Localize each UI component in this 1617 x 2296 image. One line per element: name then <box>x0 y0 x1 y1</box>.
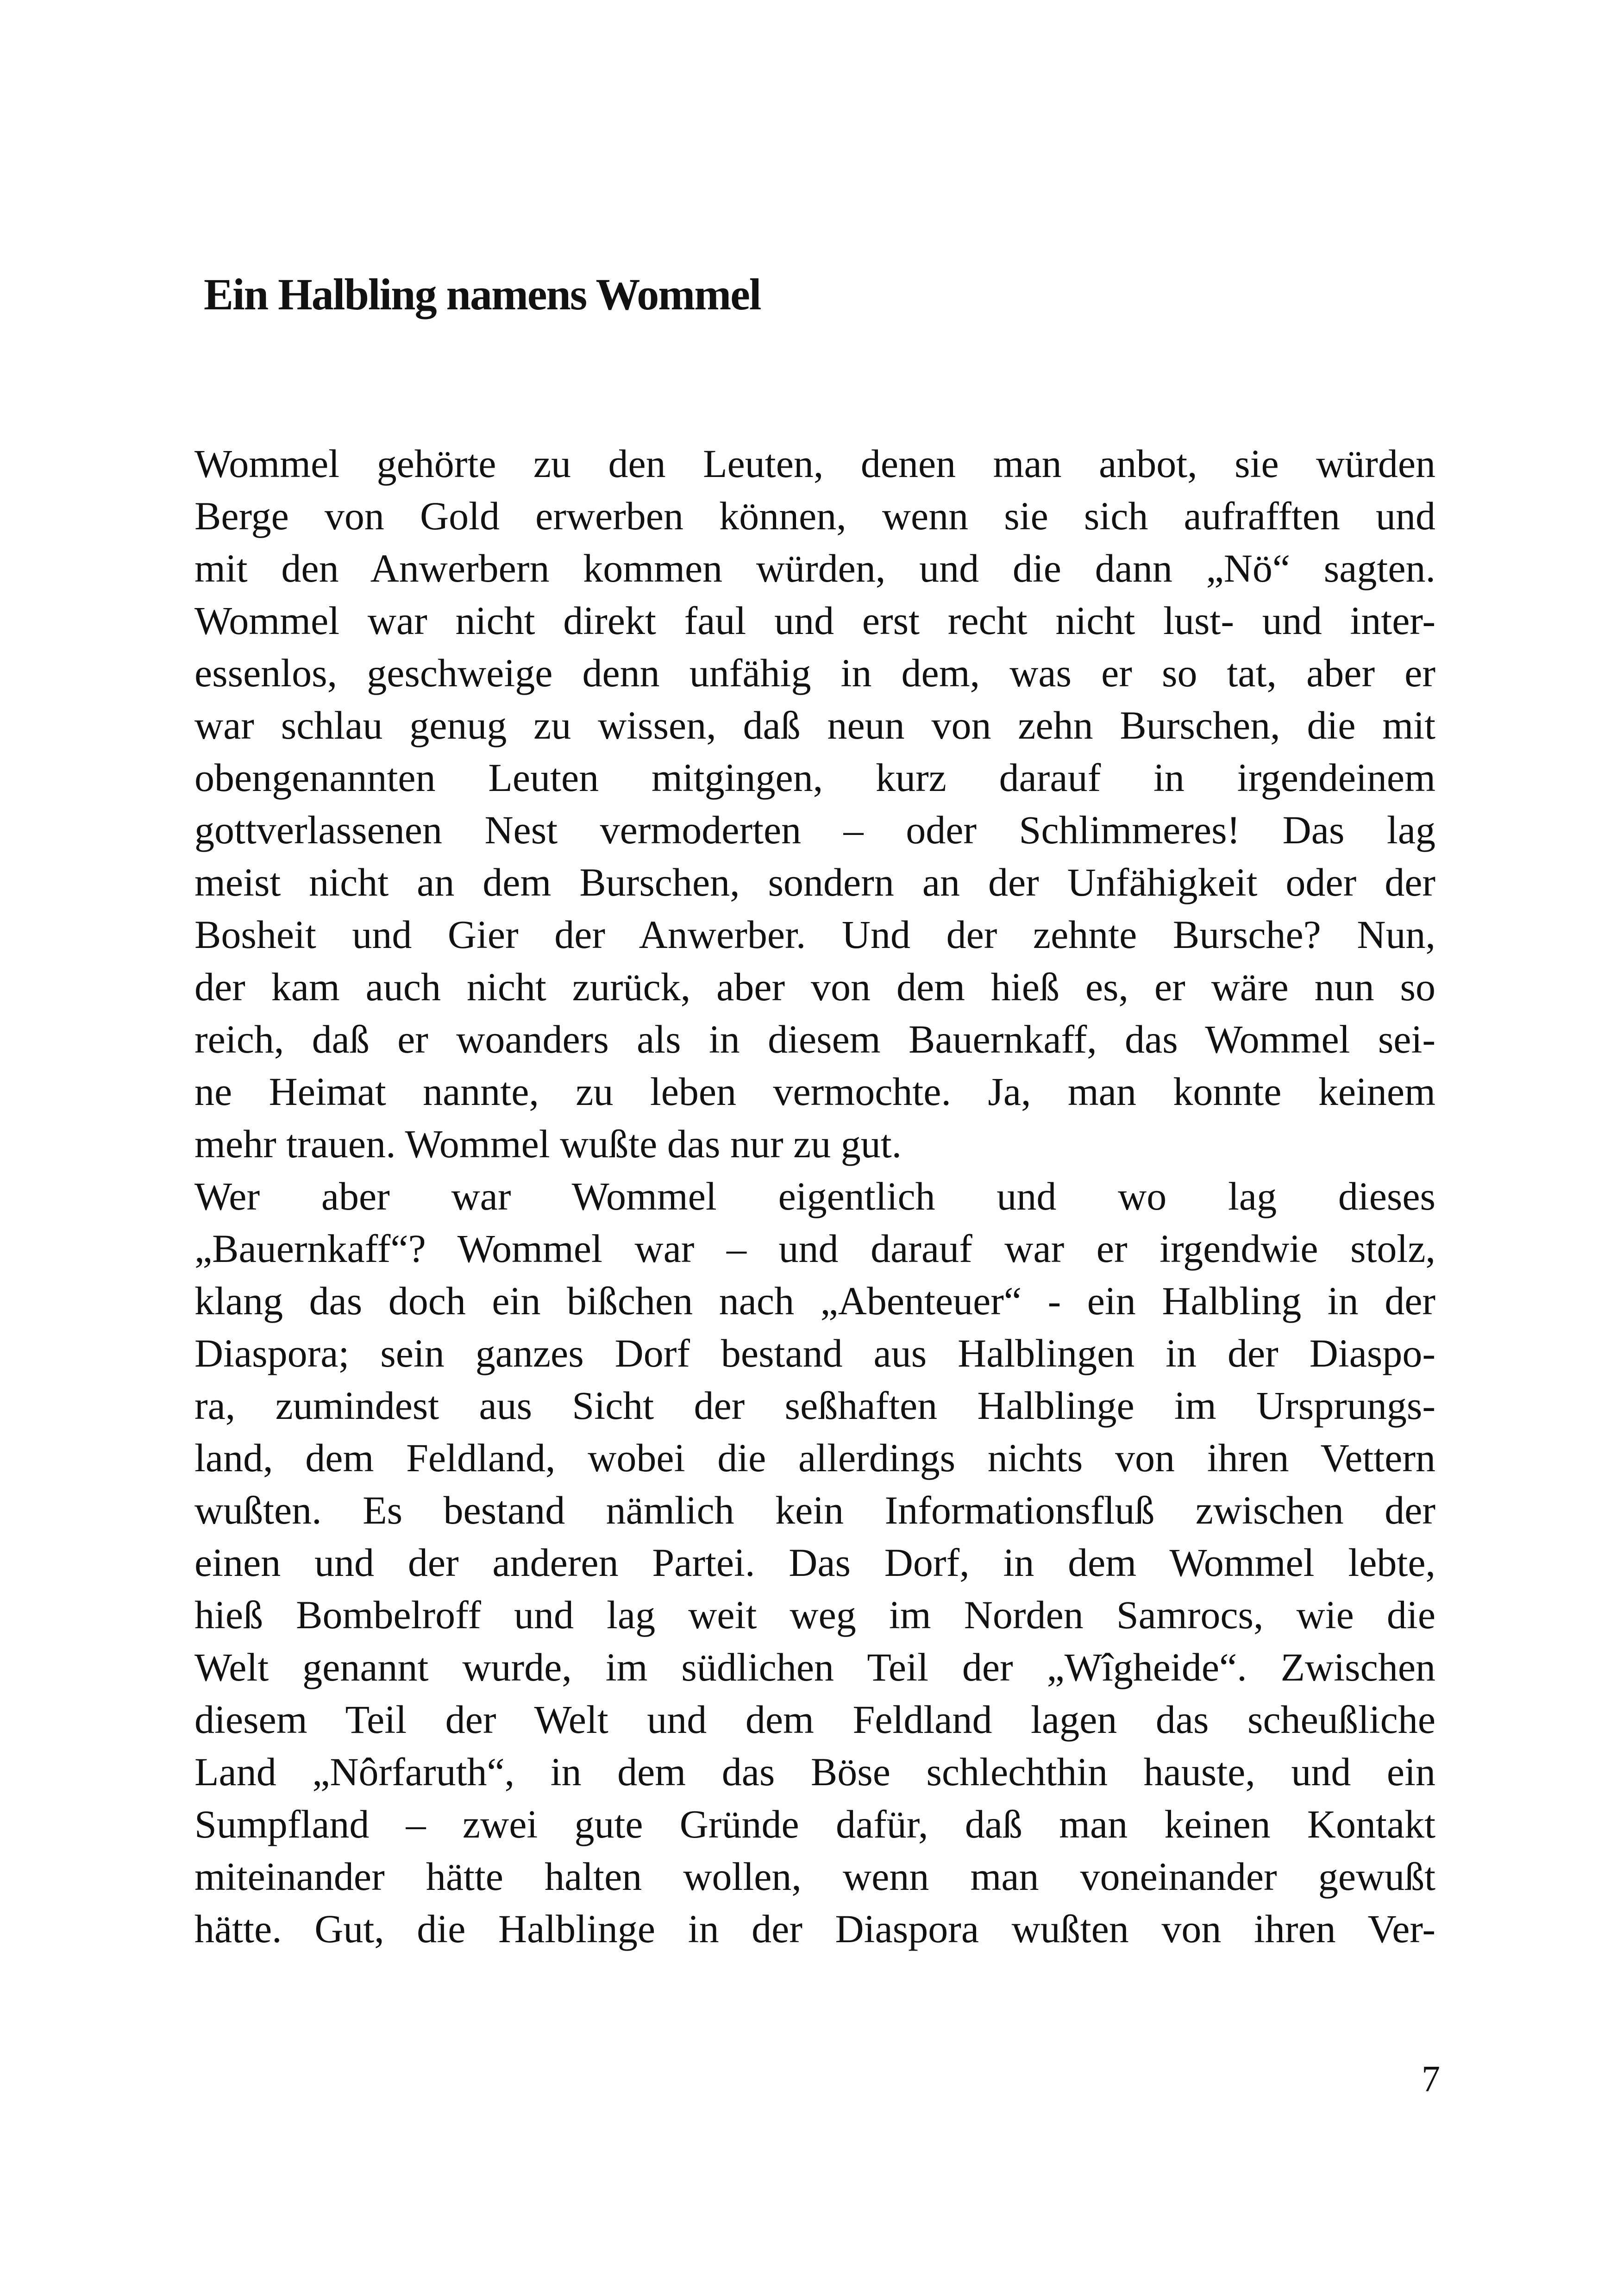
text-line: Bosheit und Gier der Anwerber. Und der zehnte Bursche? Nun, <box>194 912 1435 957</box>
text-line: mit den Anwerbern kommen würden, und die dann „Nö“ sagten. <box>194 546 1435 590</box>
text-line: ra, zumindest aus Sicht der seßhaften Halblinge im Ursprungs- <box>194 1383 1435 1428</box>
text-line: essenlos, geschweige denn unfähig in dem, was er so tat, aber er <box>194 651 1435 695</box>
text-line: land, dem Feldland, wobei die allerdings nichts von ihren Vettern <box>194 1436 1435 1480</box>
text-line: Berge von Gold erwerben können, wenn sie sich aufrafften und <box>194 494 1435 538</box>
text-line: war schlau genug zu wissen, daß neun von zehn Burschen, die mit <box>194 703 1435 747</box>
text-line: meist nicht an dem Burschen, sondern an der Unfähigkeit oder der <box>194 860 1435 904</box>
text-line: ne Heimat nannte, zu leben vermochte. Ja, man konnte keinem <box>194 1069 1435 1114</box>
text-line: einen und der anderen Partei. Das Dorf, in dem Wommel lebte, <box>194 1540 1435 1585</box>
text-line: Wommel gehörte zu den Leuten, denen man anbot, sie würden <box>194 441 1435 486</box>
body-text <box>194 438 1435 1955</box>
text-line: „Bauernkaff“? Wommel war – und darauf war er irgendwie stolz, <box>194 1226 1435 1271</box>
text-line: mehr trauen. Wommel wußte das nur zu gut. <box>194 1122 902 1166</box>
chapter-title: Ein Halbling namens Wommel <box>204 270 761 319</box>
text-line: der kam auch nicht zurück, aber von dem hieß es, er wäre nun so <box>194 965 1435 1009</box>
page-number: 7 <box>1422 2059 1440 2100</box>
text-line: gottverlassenen Nest vermoderten – oder Schlimmeres! Das lag <box>194 808 1435 852</box>
text-line: Welt genannt wurde, im südlichen Teil der „Wîgheide“. Zwischen <box>194 1645 1435 1689</box>
text-line: Diaspora; sein ganzes Dorf bestand aus Halblingen in der Diaspo- <box>194 1331 1435 1375</box>
text-line: Sumpfland – zwei gute Gründe dafür, daß man keinen Kontakt <box>194 1802 1435 1846</box>
text-line: wußten. Es bestand nämlich kein Informationsfluß zwischen der <box>194 1488 1435 1532</box>
text-line: diesem Teil der Welt und dem Feldland lagen das scheußliche <box>194 1697 1435 1742</box>
text-line: obengenannten Leuten mitgingen, kurz darauf in irgendeinem <box>194 755 1435 800</box>
text-line: hieß Bombelroff und lag weit weg im Norden Samrocs, wie die <box>194 1593 1435 1637</box>
text-line: klang das doch ein bißchen nach „Abenteuer“ - ein Halbling in der <box>194 1279 1435 1323</box>
text-line: hätte. Gut, die Halblinge in der Diaspora wußten von ihren Ver- <box>194 1907 1435 1951</box>
text-line: Land „Nôrfaruth“, in dem das Böse schlechthin hauste, und ein <box>194 1750 1435 1794</box>
text-line: Wer aber war Wommel eigentlich und wo lag dieses <box>194 1174 1435 1218</box>
text-line: miteinander hätte halten wollen, wenn man voneinander gewußt <box>194 1854 1435 1899</box>
text-line: reich, daß er woanders als in diesem Bauernkaff, das Wommel sei- <box>194 1017 1435 1061</box>
text-line: Wommel war nicht direkt faul und erst recht nicht lust- und inter- <box>194 598 1435 643</box>
